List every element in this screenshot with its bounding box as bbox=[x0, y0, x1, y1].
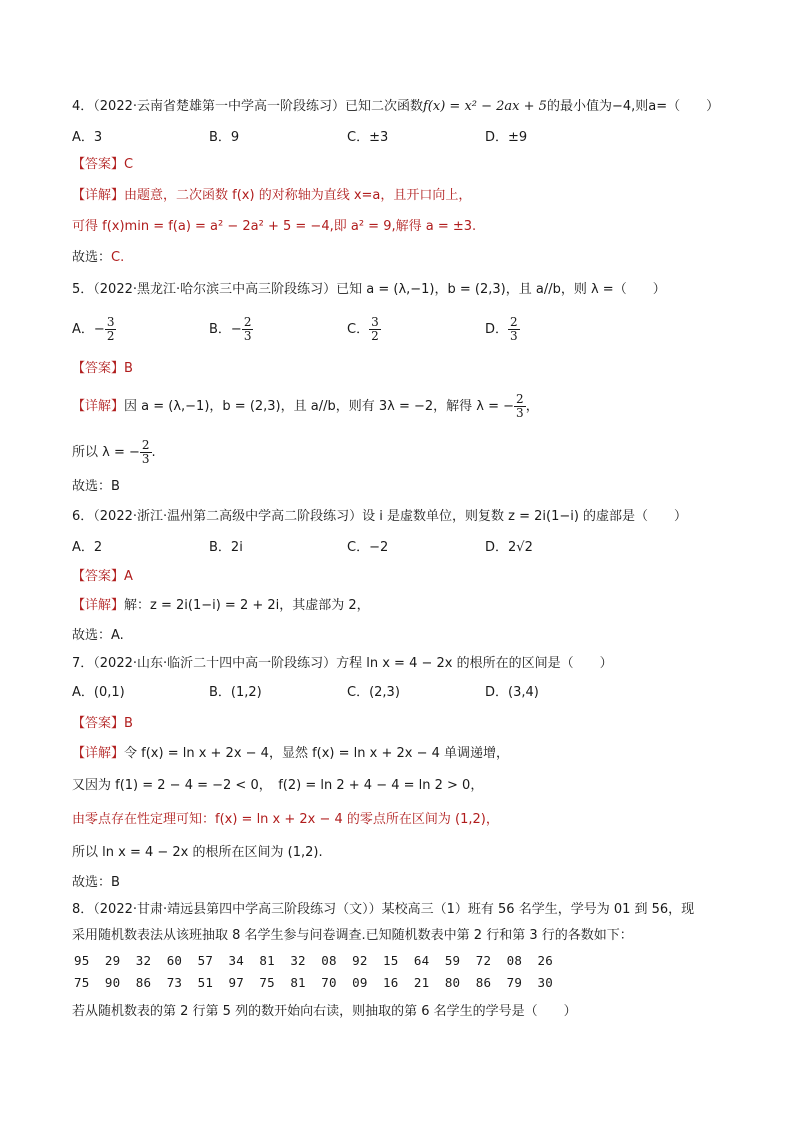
q5-answer-value: B bbox=[124, 361, 133, 376]
fraction-denominator: 3 bbox=[510, 329, 518, 343]
q5-detail-1-end: ， bbox=[525, 399, 539, 414]
q7-answer bbox=[72, 715, 133, 733]
q4-option-b: B．9 bbox=[209, 130, 240, 145]
q8-stem-3: 若从随机数表的第 2 行第 5 列的数开始向右读，则抽取的第 6 名学生的学号是（ ） bbox=[72, 1004, 577, 1019]
fraction-numerator: 2 bbox=[516, 392, 524, 406]
q5-option-c bbox=[347, 316, 381, 343]
q6-option-d: D．2√2 bbox=[485, 540, 533, 555]
q5-option-b-label: B． bbox=[209, 322, 231, 337]
q5-option-b bbox=[209, 316, 253, 343]
q6-detail-1-text: 解：z = 2i(1−i) = 2 + 2i，其虚部为 2， bbox=[124, 598, 370, 613]
detail-tag: 【详解】 bbox=[72, 598, 125, 613]
q7-detail-2: 又因为 f(1) = 2 − 4 = −2 < 0， f(2) = ln 2 + 4 − 4 = ln 2 > 0， bbox=[72, 778, 484, 793]
q8-stem-1: 8．（2022·甘肃·靖远县第四中学高三阶段练习（文））某校高三（1）班有 56 名学生，学号为 01 到 56，现 bbox=[72, 902, 695, 917]
fraction-numerator: 3 bbox=[371, 315, 379, 329]
q5-detail-1-text: 因 a = (λ,−1)，b = (2,3)，且 a//b，则有 3λ = −2，解得 λ = − bbox=[124, 399, 515, 414]
q7-option-d: D．(3,4) bbox=[485, 685, 539, 700]
q4-answer bbox=[72, 156, 133, 174]
q4-choose bbox=[72, 249, 124, 267]
q7-detail-1 bbox=[72, 745, 509, 763]
q4-option-d: D．±9 bbox=[485, 130, 528, 145]
q6-detail-1 bbox=[72, 597, 370, 615]
q7-detail-4: 所以 ln x = 4 − 2x 的根所在区间为 (1,2). bbox=[72, 845, 323, 860]
q6-option-c: C．−2 bbox=[347, 540, 389, 555]
q5-detail-2 bbox=[72, 439, 156, 466]
q7-option-b: B．(1,2) bbox=[209, 685, 262, 700]
fraction-denominator: 3 bbox=[243, 329, 252, 343]
q7-answer-value: B bbox=[124, 716, 133, 731]
q4-choose-label: 故选： bbox=[72, 250, 112, 265]
q7-stem: 7．（2022·山东·临沂二十四中高一阶段练习）方程 ln x = 4 − 2x 的根所在的区间是（ ） bbox=[72, 656, 613, 671]
q5-option-a-label: A． bbox=[72, 322, 94, 337]
q5-detail-2-end: . bbox=[151, 445, 156, 460]
q4-detail-1-text: 由题意，二次函数 f(x) 的对称轴为直线 x=a，且开口向上， bbox=[124, 188, 472, 203]
q7-detail-1-text: 令 f(x) = ln x + 2x − 4，显然 f(x) = ln x + 2x − 4 单调递增， bbox=[124, 746, 510, 761]
q4-detail-1 bbox=[72, 187, 471, 205]
q5-detail-1-fraction bbox=[514, 393, 526, 420]
q4-expr: f(x) = x² − 2ax + 5 bbox=[423, 99, 547, 114]
fraction-denominator: 3 bbox=[141, 452, 150, 466]
q6-answer bbox=[72, 568, 133, 586]
q5-detail-2-text: 所以 λ = − bbox=[72, 445, 140, 460]
answer-tag: 【答案】 bbox=[72, 361, 125, 376]
q6-answer-value: A bbox=[124, 569, 133, 584]
q6-option-b: B．2i bbox=[209, 540, 243, 555]
q7-detail-3: 由零点存在性定理可知：f(x) = ln x + 2x − 4 的零点所在区间为 (1,2)， bbox=[72, 812, 499, 827]
fraction-denominator: 3 bbox=[516, 406, 524, 420]
fraction-denominator: 2 bbox=[371, 329, 379, 343]
q4-answer-value: C bbox=[124, 157, 134, 172]
q6-option-a: A．2 bbox=[72, 540, 103, 555]
q4-stem-text: 4．（2022·云南省楚雄第一中学高一阶段练习）已知二次函数 bbox=[72, 99, 423, 114]
fraction-numerator: 3 bbox=[106, 315, 115, 329]
q4-stem bbox=[72, 98, 719, 116]
q5-option-d bbox=[485, 316, 520, 343]
q5-stem: 5．（2022·黑龙江·哈尔滨三中高三阶段练习）已知 a = (λ,−1)，b = (2,3)，且 a//b，则 λ =（ ） bbox=[72, 282, 666, 297]
answer-tag: 【答案】 bbox=[72, 716, 125, 731]
q4-option-a: A．3 bbox=[72, 130, 103, 145]
detail-tag: 【详解】 bbox=[72, 399, 125, 414]
q8-stem-2: 采用随机数表法从该班抽取 8 名学生参与问卷调查.已知随机数表中第 2 行和第 3 行的各数如下： bbox=[72, 928, 633, 943]
q7-option-c: C．(2,3) bbox=[347, 685, 400, 700]
q5-detail-1 bbox=[72, 393, 539, 420]
q7-choose: 故选：B bbox=[72, 875, 120, 890]
q5-option-a-fraction bbox=[105, 316, 117, 343]
q6-choose: 故选：A. bbox=[72, 628, 124, 643]
q5-choose: 故选：B bbox=[72, 479, 120, 494]
fraction-numerator: 2 bbox=[243, 315, 252, 329]
answer-tag: 【答案】 bbox=[72, 569, 125, 584]
q5-answer bbox=[72, 360, 133, 378]
q4-option-c: C．±3 bbox=[347, 130, 389, 145]
fraction-denominator: 2 bbox=[106, 329, 115, 343]
detail-tag: 【详解】 bbox=[72, 188, 125, 203]
q5-option-c-label: C． bbox=[347, 322, 370, 337]
answer-tag: 【答案】 bbox=[72, 157, 125, 172]
q4-stem-tail: 的最小值为−4,则a=（ ） bbox=[546, 99, 720, 114]
q5-option-a-sign: − bbox=[93, 322, 105, 337]
fraction-numerator: 2 bbox=[510, 315, 518, 329]
q5-option-d-label: D． bbox=[485, 322, 509, 337]
q5-option-b-sign: − bbox=[230, 322, 242, 337]
q5-option-b-fraction bbox=[242, 316, 254, 343]
q5-option-d-fraction bbox=[508, 316, 520, 343]
q5-detail-2-fraction bbox=[140, 439, 152, 466]
q4-detail-2: 可得 f(x)min = f(a) = a² − 2a² + 5 = −4,即 a² = 9,解得 a = ±3. bbox=[72, 219, 477, 234]
q6-stem: 6．（2022·浙江·温州第二高级中学高二阶段练习）设 i 是虚数单位，则复数 z = 2i(1−i) 的虚部是（ ） bbox=[72, 509, 688, 524]
q8-random-row-3: 75 90 86 73 51 97 75 81 70 09 16 21 80 86 79 30 bbox=[74, 975, 553, 990]
q5-option-a bbox=[72, 316, 116, 343]
q8-random-row-2: 95 29 32 60 57 34 81 32 08 92 15 64 59 72 08 26 bbox=[74, 953, 553, 968]
fraction-numerator: 2 bbox=[141, 438, 150, 452]
q7-option-a: A．(0,1) bbox=[72, 685, 125, 700]
detail-tag: 【详解】 bbox=[72, 746, 125, 761]
q4-choose-value: C. bbox=[111, 250, 125, 265]
q5-option-c-fraction bbox=[369, 316, 381, 343]
